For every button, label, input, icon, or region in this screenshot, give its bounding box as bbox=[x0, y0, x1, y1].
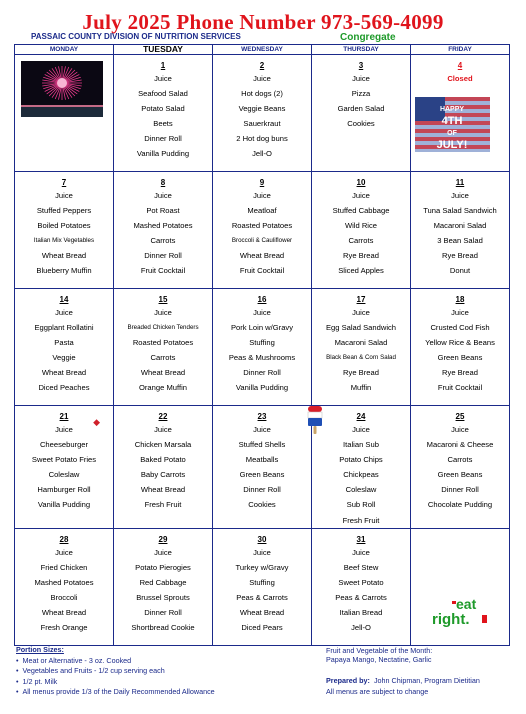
menu-item: Macaroni Salad bbox=[433, 221, 487, 231]
portion-line: • Meat or Alternative - 3 oz. Cooked bbox=[16, 655, 132, 665]
prepared-label: Prepared by: bbox=[326, 676, 370, 685]
menu-item: Stuffed Shells bbox=[238, 440, 286, 450]
portion-heading: Portion Sizes: bbox=[16, 645, 64, 654]
day-cell bbox=[312, 289, 411, 406]
day-header-monday: MONDAY bbox=[15, 45, 114, 55]
menu-item: Dinner Roll bbox=[243, 485, 281, 495]
menu-item: Wild Rice bbox=[344, 221, 378, 231]
day-number: 16 bbox=[257, 295, 267, 304]
menu-calendar bbox=[14, 44, 510, 646]
menu-item: Wheat Bread bbox=[41, 251, 87, 261]
menu-item: Juice bbox=[352, 191, 370, 200]
menu-item: Juice bbox=[253, 308, 271, 317]
menu-item: Juice bbox=[253, 425, 271, 434]
day-number: 18 bbox=[455, 295, 465, 304]
day-number: 22 bbox=[158, 412, 168, 421]
week-row bbox=[15, 289, 510, 406]
menu-item: Sweet Potato Fries bbox=[31, 455, 97, 465]
menu-item: Garden Salad bbox=[337, 104, 385, 114]
menu-item: Pork Loin w/Gravy bbox=[230, 323, 294, 333]
menu-item: Cookies bbox=[347, 119, 375, 129]
day-header-thursday: THURSDAY bbox=[312, 45, 411, 55]
day-cell bbox=[312, 528, 411, 645]
prepared-by bbox=[326, 676, 480, 697]
menu-item: 3 Bean Salad bbox=[437, 236, 483, 246]
day-header-friday: FRIDAY bbox=[411, 45, 510, 55]
menu-item: Seafood Salad bbox=[138, 89, 188, 99]
menu-item: Fruit Cocktail bbox=[437, 383, 483, 393]
menu-item: Blueberry Muffin bbox=[36, 266, 92, 276]
menu-item: Stuffed Cabbage bbox=[332, 206, 390, 216]
menu-item: Broccoli & Cauliflower bbox=[231, 237, 293, 245]
menu-item: Sauerkraut bbox=[243, 119, 281, 129]
menu-item: Juice bbox=[55, 191, 73, 200]
day-number: 30 bbox=[257, 534, 267, 544]
menu-item: Eggplant Rollatini bbox=[34, 323, 94, 333]
menu-item: Juice bbox=[154, 191, 172, 200]
menu-item: Sub Roll bbox=[346, 500, 376, 510]
flag-text: OF bbox=[447, 130, 457, 137]
menu-item: Pot Roast bbox=[146, 206, 180, 216]
day-cell-content bbox=[15, 534, 113, 650]
day-header-wednesday: WEDNESDAY bbox=[213, 45, 312, 55]
menu-item: Diced Peaches bbox=[38, 383, 90, 393]
menu-item: Juice bbox=[451, 308, 469, 317]
menu-item: Egg Salad Sandwich bbox=[325, 323, 397, 333]
menu-item: Italian Mix Vegetables bbox=[33, 237, 95, 245]
menu-item: Cookies bbox=[248, 500, 276, 510]
menu-item: Donut bbox=[449, 266, 471, 276]
day-number: 10 bbox=[356, 178, 366, 187]
day-number: 7 bbox=[61, 178, 67, 187]
menu-item: Fresh Fruit bbox=[144, 500, 182, 510]
menu-item: Stuffed Peppers bbox=[36, 206, 92, 216]
menu-item: Chickpeas bbox=[343, 470, 379, 480]
day-cell bbox=[411, 528, 510, 645]
menu-item: Green Beans bbox=[437, 353, 483, 363]
menu-item: Sweet Potato bbox=[338, 577, 384, 587]
week-row bbox=[15, 172, 510, 289]
day-number: 3 bbox=[358, 61, 364, 70]
menu-item: Jell-O bbox=[351, 623, 371, 633]
menu-item: Peas & Mushrooms bbox=[228, 353, 296, 363]
day-cell-content bbox=[411, 177, 509, 293]
portion-line-text: Meat or Alternative - 3 oz. Cooked bbox=[22, 655, 132, 665]
day-cell-content bbox=[213, 411, 311, 533]
day-cell-content bbox=[312, 411, 410, 528]
menu-item: Brussel Sprouts bbox=[136, 592, 190, 602]
menu-item: 2 Hot dog buns bbox=[236, 134, 288, 144]
menu-item: Carrots bbox=[447, 455, 473, 465]
day-cell-content bbox=[411, 60, 509, 176]
menu-item: Chocolate Pudding bbox=[427, 500, 493, 510]
menu-item: Juice bbox=[253, 191, 271, 200]
day-cell bbox=[213, 406, 312, 529]
organization-name: PASSAIC COUNTY DIVISION OF NUTRITION SERVICES bbox=[31, 32, 241, 41]
day-number: 28 bbox=[59, 534, 69, 544]
day-cell bbox=[312, 406, 411, 529]
menu-item: Green Beans bbox=[239, 470, 285, 480]
menu-item: Diced Pears bbox=[241, 623, 283, 633]
menu-item: Veggie Beans bbox=[238, 104, 286, 114]
day-cell bbox=[15, 528, 114, 645]
day-cell-content bbox=[213, 177, 311, 293]
menu-item: Carrots bbox=[150, 236, 176, 246]
menu-item: Wheat Bread bbox=[140, 368, 186, 378]
menu-item: Breaded Chicken Tenders bbox=[127, 324, 199, 332]
day-cell-content bbox=[15, 411, 113, 533]
menu-item: Potato Salad bbox=[141, 104, 185, 114]
flag-text: 4TH bbox=[441, 115, 463, 127]
day-number: 9 bbox=[259, 178, 265, 187]
day-cell-content bbox=[15, 294, 113, 410]
day-number: 25 bbox=[455, 412, 465, 421]
flag-text: HAPPY bbox=[439, 106, 465, 113]
menu-item: Beets bbox=[153, 119, 173, 129]
menu-item: Yellow Rice & Beans bbox=[425, 338, 495, 348]
menu-item: Rye Bread bbox=[343, 368, 379, 378]
fruit-veg-heading: Fruit and Vegetable of the Month: bbox=[326, 646, 433, 655]
menu-item: Meatloaf bbox=[247, 206, 277, 216]
day-cell bbox=[411, 172, 510, 289]
menu-item: Hamburger Roll bbox=[37, 485, 91, 495]
day-cell-content bbox=[312, 294, 410, 410]
menu-item: Vanilla Pudding bbox=[235, 383, 289, 393]
day-cell-content bbox=[213, 534, 311, 650]
menu-item: Muffin bbox=[350, 383, 372, 393]
menu-item: Vanilla Pudding bbox=[136, 149, 190, 159]
menu-item: Sliced Apples bbox=[338, 266, 384, 276]
popsicle-icon bbox=[305, 405, 325, 435]
day-cell-content bbox=[411, 294, 509, 410]
portion-line: • 1/2 pt. Milk bbox=[16, 676, 58, 686]
menu-item: Stuffing bbox=[249, 338, 275, 348]
day-cell-content bbox=[312, 177, 410, 293]
day-cell bbox=[114, 55, 213, 172]
menu-item: Fruit Cocktail bbox=[239, 266, 285, 276]
program-name: Congregate bbox=[340, 32, 396, 43]
fruit-veg-value: Papaya Mango, Nectatine, Garlic bbox=[326, 655, 432, 664]
menu-item: Macaroni & Cheese bbox=[426, 440, 494, 450]
fruit-veg-of-month bbox=[326, 646, 432, 664]
week-row bbox=[15, 406, 510, 529]
day-number: 23 bbox=[257, 412, 267, 421]
eat-right-word-1: eat bbox=[456, 597, 477, 612]
portion-line: • All menus provide 1/3 of the Daily Recommended Allowance bbox=[16, 687, 215, 696]
day-cell bbox=[411, 55, 510, 172]
menu-item: Pasta bbox=[54, 338, 74, 348]
day-header-tuesday: TUESDAY bbox=[114, 45, 213, 55]
portion-line-text: All menus provide 1/3 of the Daily Recommended Allowance bbox=[22, 687, 215, 696]
menu-item: Juice bbox=[55, 547, 73, 557]
day-cell bbox=[15, 55, 114, 172]
menu-item: Peas & Carrots bbox=[335, 592, 387, 602]
day-cell bbox=[312, 172, 411, 289]
menu-item: Carrots bbox=[348, 236, 374, 246]
portion-line-text: 1/2 pt. Milk bbox=[22, 676, 58, 686]
strawberry-icon: ◆ bbox=[93, 417, 100, 427]
menu-item: Vanilla Pudding bbox=[37, 500, 91, 510]
day-cell bbox=[411, 289, 510, 406]
menu-item: Wheat Bread bbox=[239, 608, 285, 618]
day-cell-content bbox=[213, 60, 311, 176]
menu-item: Fresh Orange bbox=[40, 623, 88, 633]
menu-item: Juice bbox=[154, 425, 172, 434]
day-cell-content bbox=[114, 294, 212, 410]
menu-item: Meatballs bbox=[245, 455, 279, 465]
menu-change-note: All menus are subject to change bbox=[326, 686, 429, 696]
fireworks-image bbox=[21, 61, 103, 117]
menu-item: Potato Chips bbox=[339, 455, 383, 465]
menu-item: Boiled Potatoes bbox=[37, 221, 91, 231]
menu-item: Wheat Bread bbox=[41, 368, 87, 378]
menu-item: Juice bbox=[154, 308, 172, 317]
menu-item: Rye Bread bbox=[442, 251, 478, 261]
day-cell bbox=[114, 289, 213, 406]
menu-item: Tuna Salad Sandwich bbox=[423, 206, 497, 216]
day-cell bbox=[213, 172, 312, 289]
menu-item: Juice bbox=[451, 191, 469, 200]
portion-line-text: Vegetables and Fruits - 1/2 cup serving each bbox=[22, 666, 165, 675]
menu-item: Carrots bbox=[150, 353, 176, 363]
flag-text: JULY! bbox=[436, 139, 468, 151]
day-cell bbox=[114, 406, 213, 529]
menu-item: Mashed Potatoes bbox=[133, 221, 193, 231]
menu-item: Red Cabbage bbox=[139, 577, 187, 587]
day-cell-content bbox=[312, 60, 410, 176]
menu-item: Black Bean & Corn Salad bbox=[326, 354, 396, 362]
day-cell bbox=[312, 55, 411, 172]
menu-item: Potato Pierogies bbox=[135, 562, 191, 572]
day-cell bbox=[15, 289, 114, 406]
menu-item: Baked Potato bbox=[140, 455, 186, 465]
day-number: 17 bbox=[356, 295, 366, 304]
menu-item: Orange Muffin bbox=[139, 383, 187, 393]
day-cell-content bbox=[312, 534, 410, 650]
menu-item: Roasted Potatoes bbox=[231, 221, 293, 231]
menu-item: Baby Carrots bbox=[140, 470, 186, 480]
week-row bbox=[15, 55, 510, 172]
prepared-value: John Chipman, Program Dietitian bbox=[373, 676, 480, 685]
day-cell bbox=[411, 406, 510, 529]
menu-item: Fried Chicken bbox=[40, 562, 88, 572]
menu-item: Green Beans bbox=[437, 470, 483, 480]
day-cell-content bbox=[114, 534, 212, 650]
menu-item: Fruit Cocktail bbox=[140, 266, 186, 276]
menu-item: Juice bbox=[352, 308, 370, 317]
day-number: 4 bbox=[457, 61, 463, 70]
day-cell-content bbox=[114, 411, 212, 533]
menu-title: July 2025 Phone Number 973-569-4099 bbox=[82, 10, 444, 34]
day-cell-content bbox=[15, 177, 113, 293]
menu-item: Wheat Bread bbox=[41, 608, 87, 618]
menu-item: Italian Bread bbox=[339, 608, 383, 618]
day-cell bbox=[213, 55, 312, 172]
menu-item: Macaroni Salad bbox=[334, 338, 388, 348]
day-number: 8 bbox=[160, 178, 166, 187]
day-number: 2 bbox=[259, 61, 265, 70]
menu-item: Beef Stew bbox=[343, 562, 379, 572]
day-cell bbox=[15, 406, 114, 529]
menu-item: Veggie bbox=[52, 353, 76, 363]
eat-right-logo bbox=[432, 597, 502, 627]
menu-item: Juice bbox=[451, 425, 469, 434]
menu-item: Juice bbox=[352, 425, 370, 434]
menu-item: Juice bbox=[154, 547, 172, 557]
menu-item: Juice bbox=[55, 425, 73, 434]
menu-item: Juice bbox=[253, 547, 271, 557]
week-row bbox=[15, 528, 510, 645]
day-cell bbox=[213, 528, 312, 645]
day-number: 24 bbox=[356, 412, 366, 421]
day-cell-content bbox=[114, 60, 212, 176]
day-cell-content bbox=[114, 177, 212, 293]
day-cell-content bbox=[411, 529, 509, 645]
day-cell bbox=[114, 528, 213, 645]
menu-item: Shortbread Cookie bbox=[131, 623, 195, 633]
portion-line: • Vegetables and Fruits - 1/2 cup serving each bbox=[16, 666, 165, 675]
menu-item: Chicken Marsala bbox=[134, 440, 192, 450]
july-4th-flag-image bbox=[415, 97, 490, 152]
eat-right-word-2: right. bbox=[432, 611, 470, 627]
day-cell-content bbox=[213, 294, 311, 410]
menu-item: Juice bbox=[253, 74, 271, 83]
menu-item: Coleslaw bbox=[48, 470, 80, 480]
menu-item: Dinner Roll bbox=[144, 134, 182, 144]
menu-item: Juice bbox=[352, 74, 370, 83]
menu-item: Pizza bbox=[351, 89, 371, 99]
day-number: 11 bbox=[455, 178, 465, 187]
day-number: 29 bbox=[158, 534, 168, 544]
day-number: 1 bbox=[160, 61, 166, 70]
menu-item: Fresh Fruit bbox=[342, 515, 380, 525]
menu-item: Wheat Bread bbox=[140, 485, 186, 495]
menu-item: Juice bbox=[55, 308, 73, 317]
day-cell-content bbox=[411, 411, 509, 533]
menu-item: Dinner Roll bbox=[144, 608, 182, 618]
menu-item: Coleslaw bbox=[345, 485, 377, 495]
menu-item: Broccoli bbox=[50, 592, 78, 602]
menu-item: Hot dogs (2) bbox=[241, 89, 283, 99]
menu-item: Turkey w/Gravy bbox=[235, 562, 289, 572]
day-cell-content bbox=[15, 55, 113, 171]
day-cell bbox=[213, 289, 312, 406]
portion-sizes bbox=[16, 645, 215, 698]
menu-item: Juice bbox=[352, 547, 370, 557]
menu-item: Dinner Roll bbox=[144, 251, 182, 261]
menu-item: Dinner Roll bbox=[441, 485, 479, 495]
day-number: 15 bbox=[158, 295, 168, 304]
menu-item: Peas & Carrots bbox=[236, 592, 288, 602]
day-cell bbox=[15, 172, 114, 289]
menu-item: Roasted Potatoes bbox=[132, 338, 194, 348]
closed-label: Closed bbox=[447, 74, 473, 83]
menu-item: Mashed Potatoes bbox=[34, 577, 94, 587]
menu-item: Wheat Bread bbox=[239, 251, 285, 261]
menu-item: Rye Bread bbox=[343, 251, 379, 261]
menu-item: Dinner Roll bbox=[243, 368, 281, 378]
day-number: 21 bbox=[59, 412, 69, 421]
menu-item: Crusted Cod Fish bbox=[430, 323, 490, 333]
day-number: 31 bbox=[356, 534, 366, 544]
menu-item: Cheeseburger bbox=[39, 440, 89, 450]
menu-item: Juice bbox=[154, 74, 172, 83]
menu-item: Jell-O bbox=[252, 149, 272, 159]
menu-item: Rye Bread bbox=[442, 368, 478, 378]
menu-item: Italian Sub bbox=[343, 440, 379, 450]
day-number: 14 bbox=[59, 295, 69, 304]
menu-item: Stuffing bbox=[249, 577, 275, 587]
day-cell bbox=[114, 172, 213, 289]
